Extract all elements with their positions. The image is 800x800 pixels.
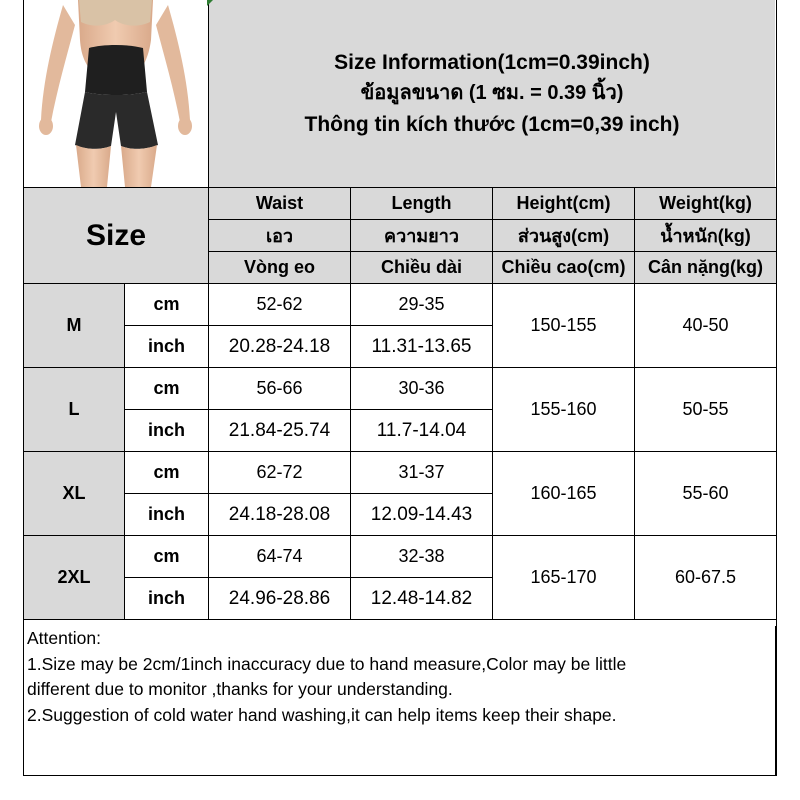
table-row [24, 368, 777, 410]
height-value: 160-165 [493, 452, 635, 536]
weight-value: 60-67.5 [635, 536, 777, 620]
height-value: 165-170 [493, 536, 635, 620]
height-header-en: Height(cm) [493, 188, 635, 220]
waist-header-th: เอว [209, 220, 351, 252]
size-table [23, 187, 777, 620]
waist-inch-value: 21.84-25.74 [209, 410, 351, 452]
waist-cm-value: 56-66 [209, 368, 351, 410]
length-inch-value: 12.09-14.43 [351, 494, 493, 536]
length-inch-value: 11.31-13.65 [351, 326, 493, 368]
attention-notes [23, 626, 776, 776]
waist-cm-value: 52-62 [209, 284, 351, 326]
height-header-vi: Chiều cao(cm) [493, 252, 635, 284]
attention-note-1: 1.Size may be 2cm/1inch inaccuracy due to hand measure,Color may be little [27, 653, 627, 674]
attention-note-1-continued: different due to monitor ,thanks for your understanding. [27, 679, 453, 699]
weight-header-vi: Cân nặng(kg) [635, 252, 777, 284]
length-inch-value: 12.48-14.82 [351, 578, 493, 620]
title-vietnamese: Thông tin kích thước (1cm=0,39 inch) [304, 113, 680, 136]
size-column-header: Size [24, 188, 209, 284]
length-cm-value: 29-35 [351, 284, 493, 326]
title-thai: ข้อมูลขนาด (1 ซม. = 0.39 นิ้ว) [360, 82, 624, 104]
size-information-header [209, 0, 775, 187]
height-value: 150-155 [493, 284, 635, 368]
waist-cm-value: 64-74 [209, 536, 351, 578]
length-header-vi: Chiều dài [351, 252, 493, 284]
title-english: Size Information(1cm=0.39inch) [334, 51, 650, 74]
weight-header-th: น้ำหนัก(kg) [635, 220, 777, 252]
length-header-th: ความยาว [351, 220, 493, 252]
model-wearing-shorts-image [23, 0, 208, 187]
length-header-en: Length [351, 188, 493, 220]
size-label: XL [24, 452, 125, 536]
length-cm-value: 32-38 [351, 536, 493, 578]
unit-label: inch [125, 494, 209, 536]
unit-label: inch [125, 410, 209, 452]
unit-label: cm [125, 536, 209, 578]
weight-header-en: Weight(kg) [635, 188, 777, 220]
weight-value: 50-55 [635, 368, 777, 452]
height-value: 155-160 [493, 368, 635, 452]
table-row [24, 536, 777, 578]
unit-label: cm [125, 452, 209, 494]
length-cm-value: 31-37 [351, 452, 493, 494]
size-label: M [24, 284, 125, 368]
waist-inch-value: 20.28-24.18 [209, 326, 351, 368]
unit-label: cm [125, 284, 209, 326]
size-chart [23, 0, 775, 776]
waist-cm-value: 62-72 [209, 452, 351, 494]
length-cm-value: 30-36 [351, 368, 493, 410]
length-inch-value: 11.7-14.04 [351, 410, 493, 452]
weight-value: 40-50 [635, 284, 777, 368]
attention-note-2: 2.Suggestion of cold water hand washing,it can help items keep their shape. [27, 704, 617, 725]
waist-header-vi: Vòng eo [209, 252, 351, 284]
weight-value: 55-60 [635, 452, 777, 536]
unit-label: inch [125, 326, 209, 368]
product-photo [23, 0, 209, 187]
waist-header-en: Waist [209, 188, 351, 220]
waist-inch-value: 24.96-28.86 [209, 578, 351, 620]
waist-inch-value: 24.18-28.08 [209, 494, 351, 536]
height-header-th: ส่วนสูง(cm) [493, 220, 635, 252]
size-label: L [24, 368, 125, 452]
attention-title: Attention: [27, 628, 101, 648]
size-label: 2XL [24, 536, 125, 620]
table-row [24, 452, 777, 494]
table-row [24, 284, 777, 326]
unit-label: inch [125, 578, 209, 620]
unit-label: cm [125, 368, 209, 410]
